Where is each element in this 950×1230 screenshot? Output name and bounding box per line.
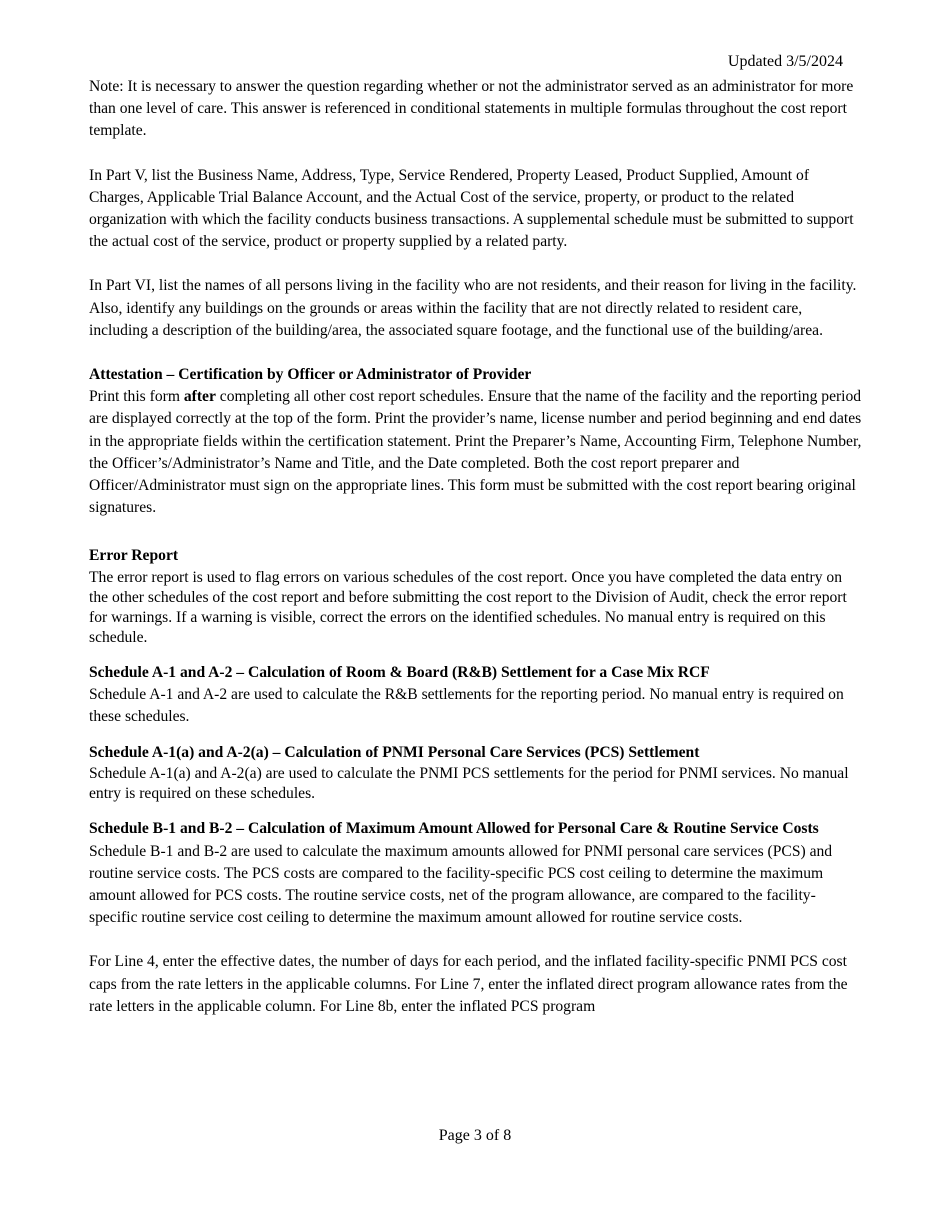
- attestation-text-after: completing all other cost report schedules. Ensure that the name of the facility and the reporting period are displayed correctly at the top of the form. Print the provider’s name, license number and period beginning and end dates in the appropriate fields within the certification statement. Print the Preparer’s Name, Accounting Firm, Telephone Number, the Officer’s/Administrator’s Name and Title, and the Date completed. Both the cost report preparer and Officer/Administrator must sign on the appropriate lines. This form must be submitted with the cost report bearing original signatures.: [89, 388, 862, 517]
- schedule-a1-heading: Schedule A-1 and A-2 – Calculation of Room & Board (R&B) Settlement for a Case Mix RCF: [89, 663, 710, 681]
- note-paragraph: Note: It is necessary to answer the question regarding whether or not the administrator served as an administrator for more than one level of care. This answer is referenced in conditional statements in multiple formulas throughout the cost report template.: [89, 78, 854, 140]
- schedule-b1-line4-paragraph: For Line 4, enter the effective dates, the number of days for each period, and the inflated facility-specific PNMI PCS cost caps from the rate letters in the applicable columns. For Line 7, enter the inflated direct program allowance rates from the rate letters in the applicable column. For Line 8b, enter the inflated PCS program: [89, 953, 848, 1015]
- attestation-text-before: Print this form: [89, 388, 184, 406]
- schedule-b1-heading: Schedule B-1 and B-2 – Calculation of Maximum Amount Allowed for Personal Care & Routine Service Costs: [89, 820, 819, 838]
- schedule-a1a-heading: Schedule A-1(a) and A-2(a) – Calculation of PNMI Personal Care Services (PCS) Settlement: [89, 744, 700, 762]
- part-v-paragraph: In Part V, list the Business Name, Address, Type, Service Rendered, Property Leased, Product Supplied, Amount of Charges, Applicable Trial Balance Account, and the Actual Cost of the service, property, or product to the related organization with which the facility conducts business transactions. A supplemental schedule must be submitted to support the actual cost of the service, product or property supplied by a related party.: [89, 166, 854, 251]
- error-report-heading: Error Report: [89, 547, 179, 565]
- attestation-paragraph: [89, 386, 864, 519]
- page-number: Page 3 of 8: [438, 1127, 512, 1144]
- updated-date: Updated 3/5/2024: [727, 53, 843, 70]
- attestation-bold-after: after: [183, 388, 216, 406]
- attestation-heading: Attestation – Certification by Officer or Administrator of Provider: [89, 366, 532, 384]
- schedule-a1a-paragraph: Schedule A-1(a) and A-2(a) are used to calculate the PNMI PCS settlements for the period for PNMI services. No manual entry is required on these schedules.: [89, 765, 849, 803]
- schedule-b1-paragraph: Schedule B-1 and B-2 are used to calculate the maximum amounts allowed for PNMI personal care services (PCS) and routine service costs. The PCS costs are compared to the facility-specific PCS cost ceiling to determine the maximum amount allowed for PCS costs. The routine service costs, net of the program allowance, are compared to the facility-specific routine service cost ceiling to determine the maximum amount allowed for routine service costs.: [89, 842, 833, 927]
- part-vi-paragraph: In Part VI, list the names of all persons living in the facility who are not residents, and their reason for living in the facility. Also, identify any buildings on the grounds or areas within the facility that are not directly related to resident care, including a description of the building/area, the associated square footage, and the functional use of the building/area.: [89, 277, 857, 339]
- document-body: [89, 76, 864, 1018]
- schedule-a1-paragraph: Schedule A-1 and A-2 are used to calculate the R&B settlements for the reporting period. No manual entry is required on these schedules.: [89, 685, 844, 726]
- error-report-paragraph: The error report is used to flag errors on various schedules of the cost report. Once you have completed the data entry on the other schedules of the cost report and before submitting the cost report to the Division of Audit, check the error report for warnings. If a warning is visible, correct the errors on the identified schedules. No manual entry is required on this schedule.: [89, 568, 847, 646]
